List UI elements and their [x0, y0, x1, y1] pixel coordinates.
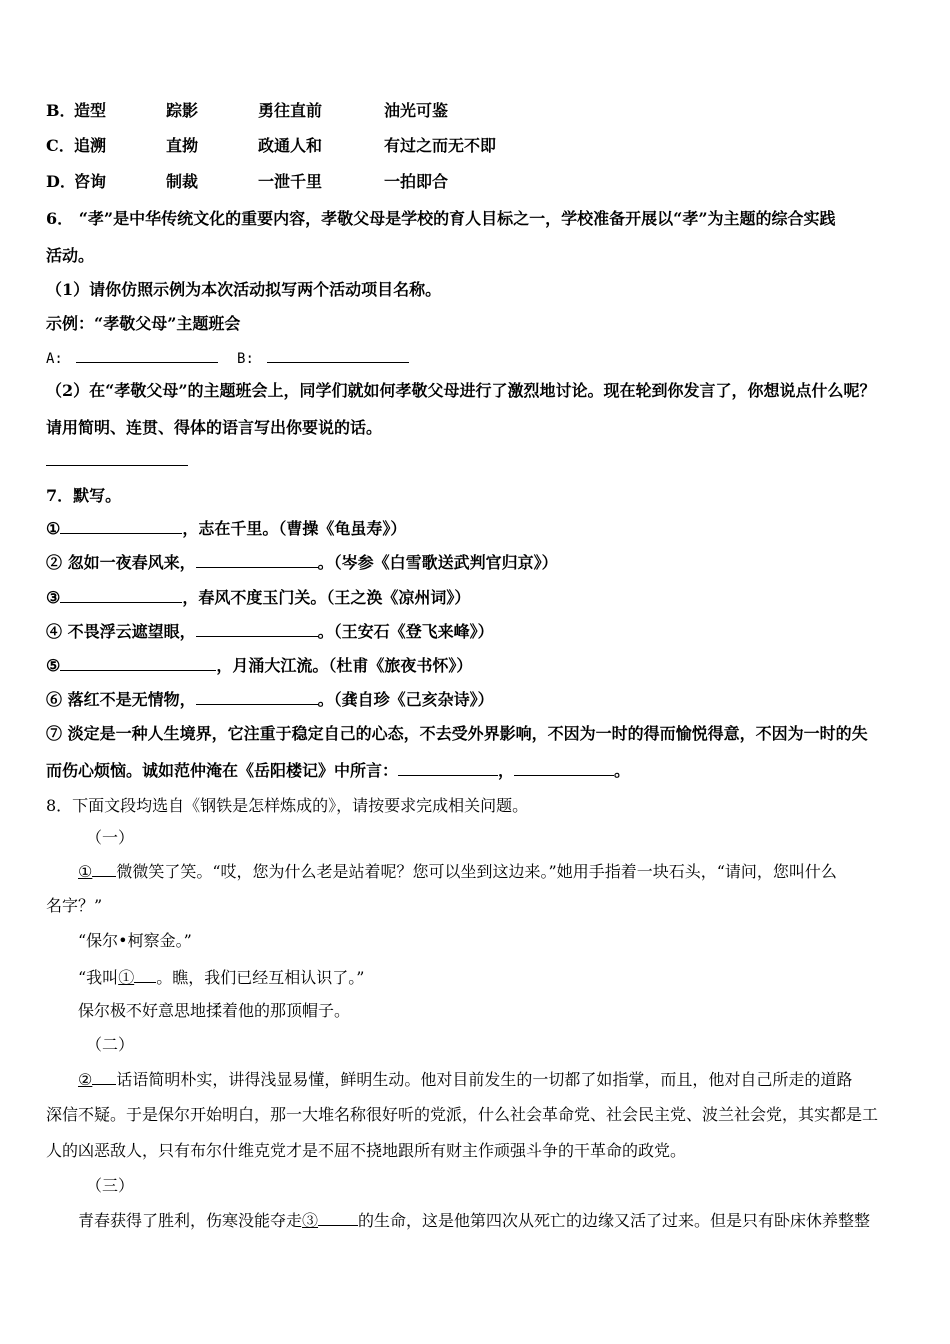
passage-text: “我叫: [78, 968, 119, 987]
q7-title: 7．默写。: [46, 486, 122, 505]
option-b-row: [46, 100, 904, 122]
item-post: 。（岑参《白雪歌送武判官归京》）: [317, 553, 558, 572]
item-end: 。: [614, 761, 631, 780]
q7-item-3: [46, 586, 904, 609]
option-letter: C．: [46, 136, 75, 155]
section-heading-3: （三）: [86, 1176, 135, 1195]
fill-blank[interactable]: [60, 517, 182, 534]
q6-stem-line1: 6． “孝”是中华传统文化的重要内容，孝敬父母是学校的育人目标之一，学校准备开展以“孝”为主题的综合实践: [46, 209, 836, 228]
fill-blank[interactable]: [92, 860, 116, 877]
passage-text: 话语简明朴实，讲得浅显易懂，鲜明生动。他对目前发生的一切都了如指掌，而且，他对自己所走的道路: [116, 1070, 853, 1089]
option-d-row: [46, 171, 904, 193]
option-word: 勇往直前: [258, 101, 323, 120]
q7-item-4: [46, 620, 904, 643]
passage-1-line5: 保尔极不好意思地揉着他的那顶帽子。: [78, 1001, 351, 1020]
item-post: ，志在千里。（曹操《龟虽寿》）: [182, 519, 407, 538]
option-word: 一泄千里: [258, 172, 323, 191]
q7-item-7-line2: [46, 759, 904, 782]
option-word: 踪影: [166, 101, 199, 120]
passage-text: 微微笑了笑。“哎，您为什么老是站着呢？您可以坐到这边来。”她用手指着一块石头，“请问，您叫什么: [116, 862, 837, 881]
fill-blank[interactable]: [196, 551, 318, 568]
q6-example: 示例：“孝敬父母”主题班会: [46, 314, 241, 333]
option-c-row: [46, 135, 904, 157]
q7-item-2: [46, 551, 904, 574]
option-word: 直拗: [166, 136, 199, 155]
item-pre: ② 忽如一夜春风来，: [46, 553, 196, 572]
answer-a-blank[interactable]: [76, 346, 218, 363]
item-post: ，春风不度玉门关。（王之涣《凉州词》）: [182, 588, 471, 607]
fill-blank[interactable]: [398, 759, 498, 776]
q7-item-6: [46, 688, 904, 711]
q6-sub1: （1）请你仿照示例为本次活动拟写两个活动项目名称。: [46, 280, 442, 299]
q8-title: 8．下面文段均选自《钢铁是怎样炼成的》，请按要求完成相关问题。: [46, 796, 529, 815]
fill-blank[interactable]: [60, 586, 182, 603]
passage-1-line2: 名字？”: [46, 896, 103, 915]
q7-item-7-line1: ⑦ 淡定是一种人生境界，它注重于稳定自己的心态，不去受外界影响，不因为一时的得而愉悦得意，不因为一时的失: [46, 724, 868, 743]
blank-marker: ①: [78, 862, 93, 881]
fill-blank[interactable]: [196, 620, 318, 637]
item-post: 。（王安石《登飞来峰》）: [317, 622, 494, 641]
fill-blank[interactable]: [60, 654, 216, 671]
passage-2-line2: 深信不疑。于是保尔开始明白，那一大堆名称很好听的党派，什么社会革命党、社会民主党、波兰社会党，其实都是工: [46, 1105, 879, 1124]
option-word: 追溯: [74, 136, 107, 155]
option-word: 制裁: [166, 172, 199, 191]
passage-2-line1: [78, 1068, 904, 1091]
item-post: 。（龚自珍《己亥杂诗》）: [317, 690, 494, 709]
passage-3-line1: [78, 1209, 904, 1232]
q6-sub2-line2: 请用简明、连贯、得体的语言写出你要说的话。: [46, 418, 383, 437]
fill-blank[interactable]: [92, 1068, 116, 1085]
passage-1-line1: [78, 860, 904, 883]
answer-a-label: A:: [46, 351, 63, 367]
section-heading-2: （二）: [86, 1035, 135, 1054]
passage-text: 。瞧，我们已经互相认识了。”: [156, 968, 365, 987]
option-word: 一拍即合: [384, 172, 449, 191]
fill-blank[interactable]: [514, 759, 614, 776]
passage-2-line3: 人的凶恶敌人，只有布尔什维克党才是不屈不挠地跟所有财主作顽强斗争的干革命的政党。: [46, 1141, 687, 1160]
option-word: 政通人和: [258, 136, 323, 155]
q6-stem-line2: 活动。: [46, 246, 95, 265]
q7-item-1: [46, 517, 904, 540]
item-pre: ④ 不畏浮云遮望眼，: [46, 622, 196, 641]
fill-blank[interactable]: [318, 1209, 358, 1226]
passage-text: 青春获得了胜利，伤寒没能夺走: [78, 1211, 303, 1230]
option-letter: B．: [46, 101, 76, 120]
item-pre: ⑥ 落红不是无情物，: [46, 690, 196, 709]
item-post: ，月涌大江流。（杜甫《旅夜书怀》）: [216, 656, 473, 675]
q6-answer-row: [46, 346, 904, 370]
passage-1-line4: [78, 966, 904, 989]
q6-sub2-line1: （2）在“孝敬父母”的主题班会上，同学们就如何孝敬父母进行了激烈地讨论。现在轮到你发言了，你想说点什么呢？: [46, 381, 876, 400]
blank-marker: ③: [302, 1211, 319, 1230]
passage-text: 的生命，这是他第四次从死亡的边缘又活了过来。但是只有卧床休养整整: [358, 1211, 871, 1230]
item-pre: ①: [46, 519, 61, 538]
item-pre: 而伤心烦恼。诚如范仲淹在《岳阳楼记》中所言：: [46, 761, 399, 780]
passage-1-line3: “保尔•柯察金。”: [78, 931, 192, 950]
q6-answer-blank[interactable]: [46, 465, 188, 466]
section-heading-1: （一）: [86, 828, 135, 847]
q7-item-5: [46, 654, 904, 677]
option-word: 咨询: [74, 172, 107, 191]
option-letter: D．: [46, 172, 76, 191]
answer-b-blank[interactable]: [267, 346, 409, 363]
blank-marker: ①: [118, 968, 135, 987]
fill-blank[interactable]: [196, 688, 318, 705]
answer-b-label: B:: [237, 351, 254, 367]
option-word: 油光可鉴: [384, 101, 449, 120]
blank-marker: ②: [78, 1070, 93, 1089]
separator: ，: [498, 761, 515, 780]
option-word: 有过之而无不即: [384, 136, 497, 155]
option-word: 造型: [74, 101, 107, 120]
item-pre: ⑤: [46, 656, 61, 675]
item-pre: ③: [46, 588, 61, 607]
fill-blank[interactable]: [134, 966, 156, 983]
